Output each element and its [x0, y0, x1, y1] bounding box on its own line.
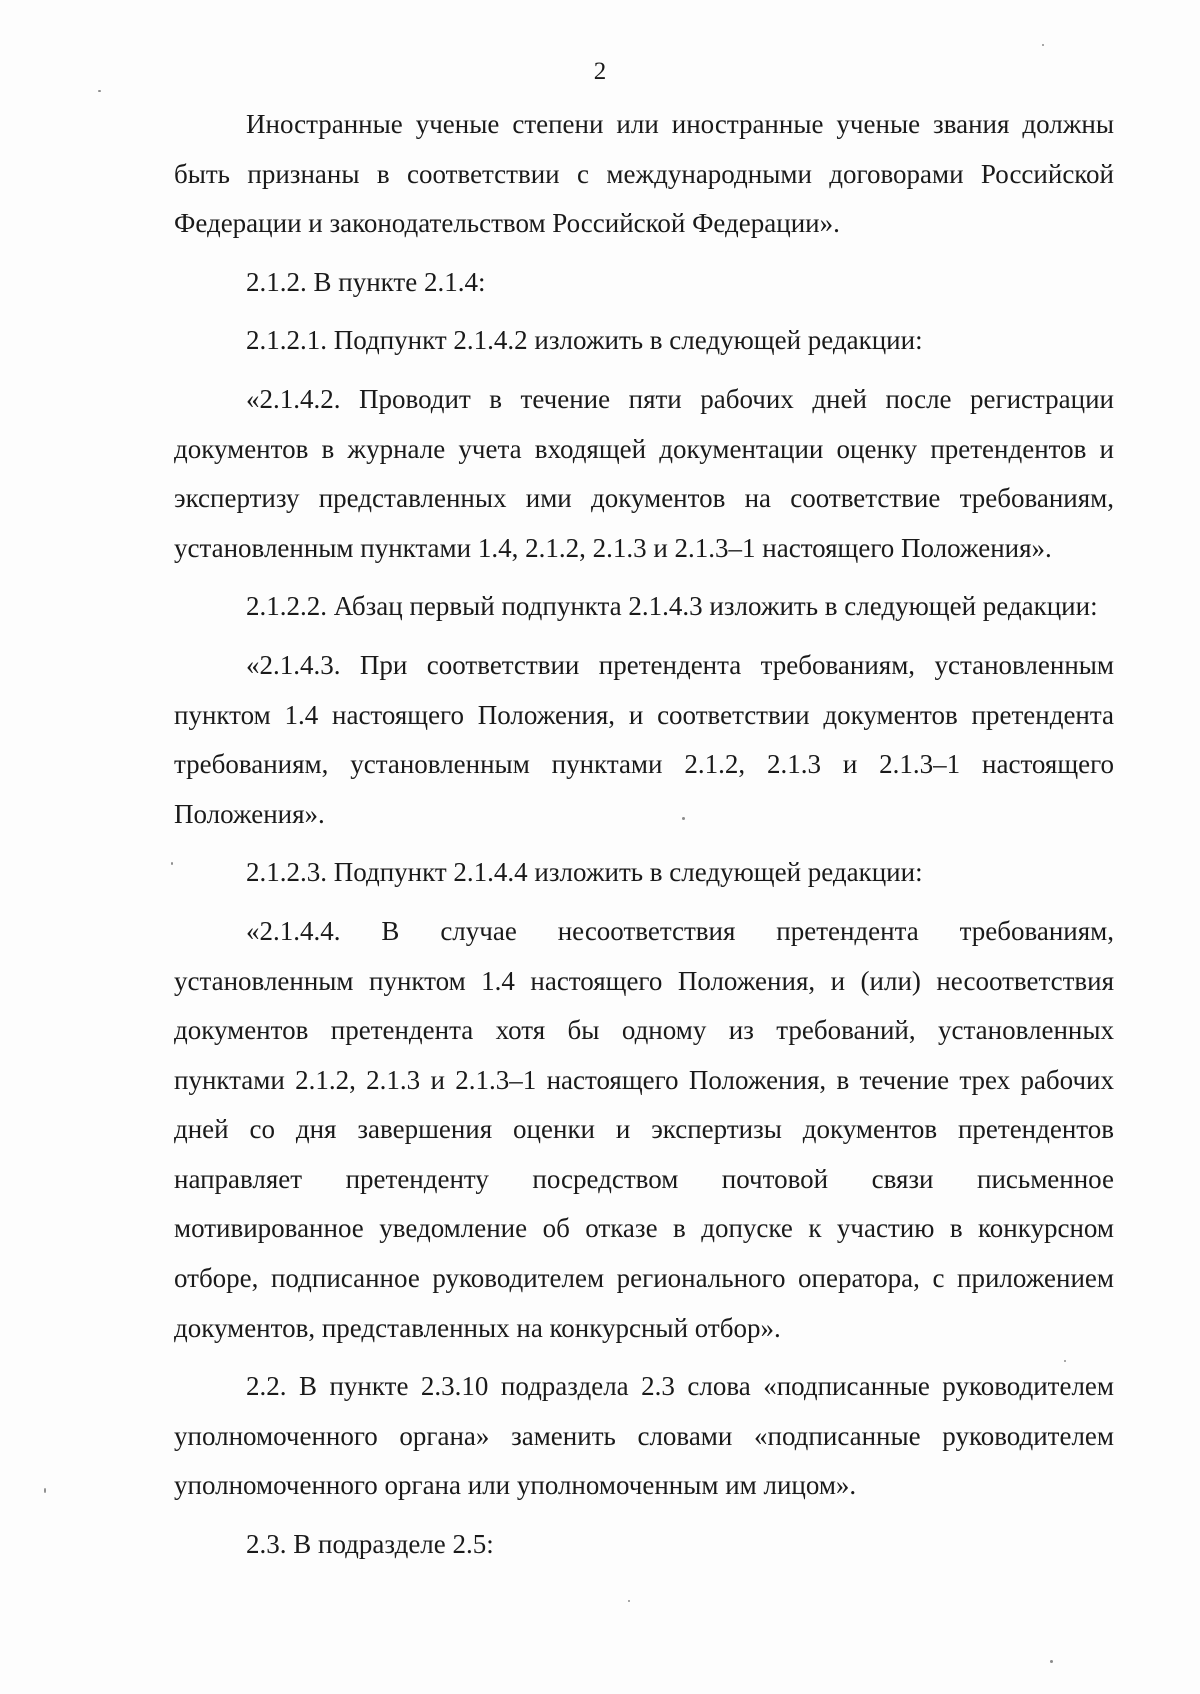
scan-speck: [1064, 1360, 1066, 1362]
document-body: [174, 100, 1114, 1570]
paragraph-2-1-4-3-text: «2.1.4.3. При соответствии претендента требованиям, установленным пунктом 1.4 настоящего Положения, и соответствии документов претендента требованиям, установленным пунктами 2.1.2, 2.1.3 и 2.1.3–1 настоящего Положения».: [174, 649, 1114, 829]
paragraph-foreign-degrees: Иностранные ученые степени или иностранные ученые звания должны быть признаны в соответствии с международными договорами Российской Федерации и законодательством Российской Федерации».: [174, 109, 1114, 239]
paragraph-2-3: 2.3. В подразделе 2.5:: [246, 1529, 494, 1560]
paragraph-2-1-4-4-text: «2.1.4.4. В случае несоответствия претендента требованиям, установленным пунктом 1.4 настоящего Положения, и (или) несоответствия документов претендента хотя бы одному из требований, установленных пунктами 2.1.2, 2.1.3 и 2.1.3–1 настоящего Положения, в течение трех рабочих дней со дня завершения оценки и экспертизы документов претендентов направляет претенденту посредством почтовой связи письменное мотивированное уведомление об отказе в допуске к участию в конкурсном отборе, подписанное руководителем регионального оператора, с приложением документов, представленных на конкурсный отбор».: [174, 915, 1114, 1343]
paragraph-2-2: 2.2. В пункте 2.3.10 подраздела 2.3 слова «подписанные руководителем уполномоченного органа» заменить словами «подписанные руководителем уполномоченного органа или уполномоченным им лицом».: [174, 1371, 1114, 1501]
scan-speck: [1050, 1660, 1053, 1663]
paragraph-2-1-2-2: 2.1.2.2. Абзац первый подпункта 2.1.4.3 изложить в следующей редакции:: [246, 591, 1098, 622]
scan-speck: [44, 1488, 46, 1493]
scan-speck: [1042, 44, 1044, 46]
paragraph-2-1-4-2-text: «2.1.4.2. Проводит в течение пяти рабочих дней после регистрации документов в журнале учета входящей документации оценку претендентов и экспертизу представленных ими документов на соответствие требованиям, установленным пунктами 1.4, 2.1.2, 2.1.3 и 2.1.3–1 настоящего Положения».: [174, 383, 1114, 563]
scan-speck: [628, 1600, 630, 1602]
paragraph-2-1-2: 2.1.2. В пункте 2.1.4:: [246, 266, 486, 297]
scan-speck: [682, 817, 685, 820]
scan-speck: [171, 862, 173, 865]
paragraph-2-1-2-3: 2.1.2.3. Подпункт 2.1.4.4 изложить в следующей редакции:: [246, 857, 923, 888]
paragraph-2-1-2-1: 2.1.2.1. Подпункт 2.1.4.2 изложить в следующей редакции:: [246, 325, 923, 356]
page-number: 2: [593, 58, 607, 85]
scan-speck: [98, 90, 101, 92]
